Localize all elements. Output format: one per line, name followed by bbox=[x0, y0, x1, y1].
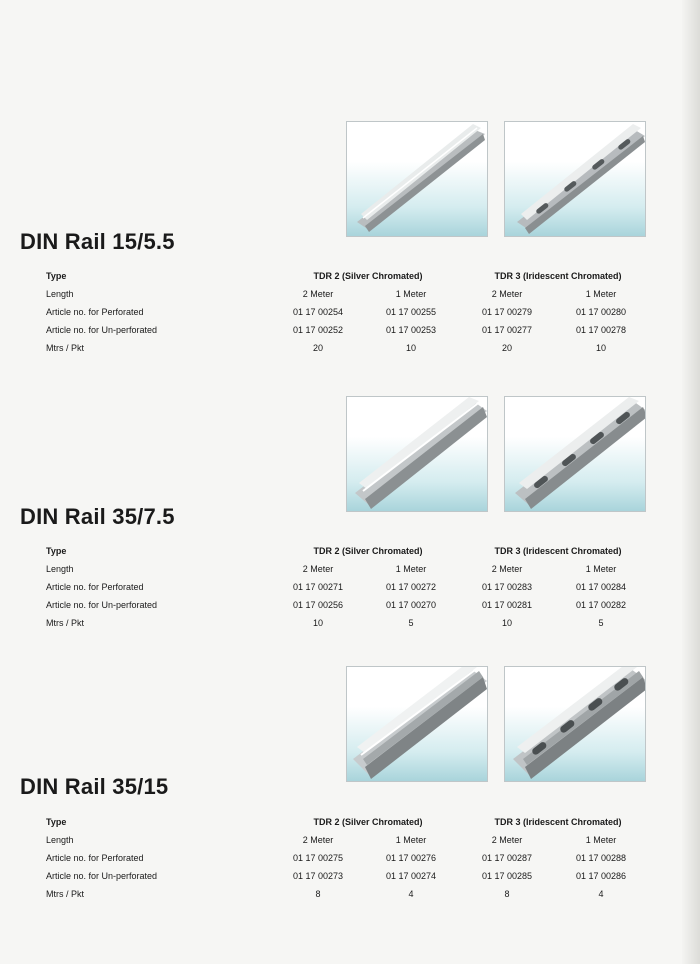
row-label: Article no. for Perforated bbox=[46, 582, 144, 592]
table-row bbox=[0, 885, 700, 903]
cell: 5 bbox=[598, 618, 604, 628]
cell: 01 17 00253 bbox=[385, 325, 437, 335]
table-row bbox=[0, 614, 700, 632]
tdr3-header: TDR 3 (Iridescent Chromated) bbox=[494, 546, 622, 556]
tdr3-header: TDR 3 (Iridescent Chromated) bbox=[494, 271, 622, 281]
cell: 01 17 00275 bbox=[292, 853, 344, 863]
section-title: DIN Rail 15/5.5 bbox=[20, 229, 175, 254]
type-row bbox=[0, 813, 700, 831]
cell: 1 Meter bbox=[585, 564, 617, 574]
cell: 10 bbox=[312, 618, 323, 628]
cell: 01 17 00280 bbox=[575, 307, 627, 317]
table-row bbox=[0, 867, 700, 885]
cell: 01 17 00286 bbox=[575, 871, 627, 881]
din-rail-perforated-photo bbox=[504, 121, 646, 237]
cell: 01 17 00254 bbox=[292, 307, 344, 317]
cell: 2 Meter bbox=[491, 835, 523, 845]
cell: 01 17 00282 bbox=[575, 600, 627, 610]
cell: 20 bbox=[501, 343, 512, 353]
cell: 01 17 00287 bbox=[481, 853, 533, 863]
cell: 2 Meter bbox=[491, 289, 523, 299]
row-label: Article no. for Perforated bbox=[46, 307, 144, 317]
table-row bbox=[0, 285, 700, 303]
cell: 01 17 00288 bbox=[575, 853, 627, 863]
din-rail-unperforated-photo bbox=[346, 666, 488, 782]
cell: 01 17 00273 bbox=[292, 871, 344, 881]
table-row bbox=[0, 831, 700, 849]
cell: 8 bbox=[315, 889, 321, 899]
type-row bbox=[0, 267, 700, 285]
cell: 1 Meter bbox=[395, 289, 427, 299]
table-row bbox=[0, 560, 700, 578]
cell: 4 bbox=[408, 889, 414, 899]
cell: 01 17 00271 bbox=[292, 582, 344, 592]
tdr2-header: TDR 2 (Silver Chromated) bbox=[313, 817, 423, 827]
table-row bbox=[0, 321, 700, 339]
cell: 1 Meter bbox=[395, 835, 427, 845]
cell: 01 17 00283 bbox=[481, 582, 533, 592]
cell: 8 bbox=[504, 889, 510, 899]
cell: 2 Meter bbox=[302, 289, 334, 299]
spec-table bbox=[0, 542, 700, 632]
din-rail-perforated-photo bbox=[504, 396, 646, 512]
cell: 1 Meter bbox=[585, 289, 617, 299]
cell: 20 bbox=[312, 343, 323, 353]
tdr2-header: TDR 2 (Silver Chromated) bbox=[313, 271, 423, 281]
row-label: Article no. for Un-perforated bbox=[46, 325, 158, 335]
spec-table bbox=[0, 267, 700, 357]
din-rail-unperforated-photo bbox=[346, 396, 488, 512]
table-row bbox=[0, 303, 700, 321]
cell: 01 17 00279 bbox=[481, 307, 533, 317]
row-label: Length bbox=[46, 289, 74, 299]
cell: 1 Meter bbox=[585, 835, 617, 845]
table-row bbox=[0, 578, 700, 596]
cell: 01 17 00272 bbox=[385, 582, 437, 592]
table-row bbox=[0, 339, 700, 357]
type-label: Type bbox=[46, 271, 67, 281]
cell: 01 17 00278 bbox=[575, 325, 627, 335]
tdr3-header: TDR 3 (Iridescent Chromated) bbox=[494, 817, 622, 827]
table-row bbox=[0, 849, 700, 867]
cell: 01 17 00274 bbox=[385, 871, 437, 881]
section-title: DIN Rail 35/7.5 bbox=[20, 504, 175, 529]
cell: 10 bbox=[501, 618, 512, 628]
din-rail-perforated-photo bbox=[504, 666, 646, 782]
cell: 4 bbox=[598, 889, 604, 899]
type-label: Type bbox=[46, 817, 67, 827]
tdr2-header: TDR 2 (Silver Chromated) bbox=[313, 546, 423, 556]
cell: 01 17 00276 bbox=[385, 853, 437, 863]
row-label: Article no. for Un-perforated bbox=[46, 600, 158, 610]
cell: 5 bbox=[408, 618, 414, 628]
cell: 01 17 00270 bbox=[385, 600, 437, 610]
table-row bbox=[0, 596, 700, 614]
section-title: DIN Rail 35/15 bbox=[20, 774, 169, 799]
cell: 2 Meter bbox=[491, 564, 523, 574]
cell: 01 17 00252 bbox=[292, 325, 344, 335]
type-label: Type bbox=[46, 546, 67, 556]
row-label: Mtrs / Pkt bbox=[46, 343, 84, 353]
cell: 01 17 00281 bbox=[481, 600, 533, 610]
row-label: Article no. for Un-perforated bbox=[46, 871, 158, 881]
row-label: Article no. for Perforated bbox=[46, 853, 144, 863]
din-rail-unperforated-photo bbox=[346, 121, 488, 237]
cell: 01 17 00285 bbox=[481, 871, 533, 881]
row-label: Mtrs / Pkt bbox=[46, 889, 84, 899]
cell: 2 Meter bbox=[302, 835, 334, 845]
cell: 01 17 00256 bbox=[292, 600, 344, 610]
spec-table bbox=[0, 813, 700, 903]
cell: 01 17 00277 bbox=[481, 325, 533, 335]
cell: 01 17 00284 bbox=[575, 582, 627, 592]
cell: 2 Meter bbox=[302, 564, 334, 574]
cell: 1 Meter bbox=[395, 564, 427, 574]
row-label: Length bbox=[46, 835, 74, 845]
cell: 01 17 00255 bbox=[385, 307, 437, 317]
row-label: Mtrs / Pkt bbox=[46, 618, 84, 628]
cell: 10 bbox=[405, 343, 416, 353]
cell: 10 bbox=[595, 343, 606, 353]
row-label: Length bbox=[46, 564, 74, 574]
type-row bbox=[0, 542, 700, 560]
